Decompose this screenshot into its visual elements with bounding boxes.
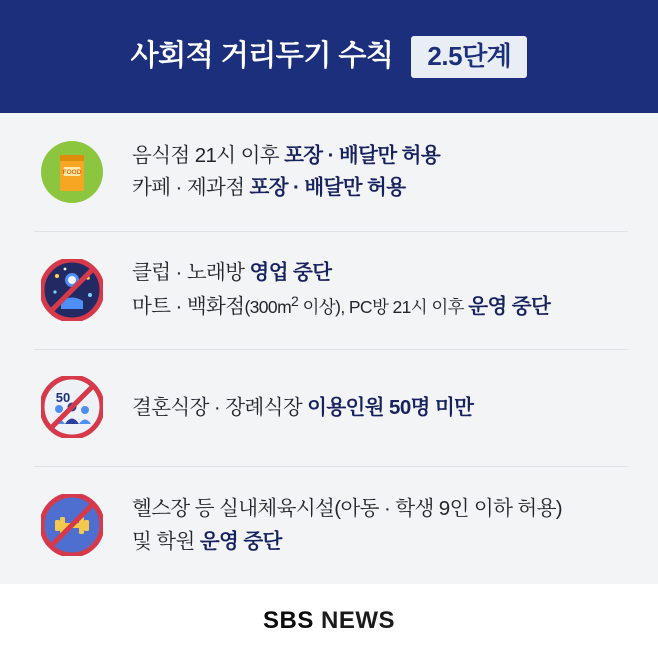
no-nightclub-icon bbox=[34, 259, 110, 321]
rule-line: 카페 · 제과점 포장 · 배달만 허용 bbox=[132, 176, 406, 200]
rule-line: 결혼식장 · 장례식장 이용인원 50명 미만 bbox=[132, 395, 474, 419]
footer bbox=[0, 584, 658, 658]
list-item-text bbox=[132, 395, 473, 421]
list-item-text bbox=[132, 260, 550, 319]
svg-text:50: 50 bbox=[55, 390, 71, 406]
rule-line: 및 학원 운영 중단 bbox=[132, 529, 282, 553]
no-gym-icon bbox=[34, 494, 110, 556]
food-bag-icon bbox=[34, 141, 110, 203]
sbs-news-logo bbox=[263, 607, 395, 635]
page-title: 사회적 거리두기 수칙 bbox=[130, 40, 394, 72]
rule-line: 음식점 21시 이후 포장 · 배달만 허용 bbox=[132, 143, 441, 167]
rules-list bbox=[0, 113, 658, 584]
svg-text:FOOD: FOOD bbox=[62, 168, 82, 176]
logo-news: NEWS bbox=[321, 607, 396, 634]
list-item bbox=[0, 349, 658, 467]
logo-sbs: SBS bbox=[262, 607, 314, 634]
list-item-text bbox=[132, 143, 440, 201]
stage-badge: 2.5단계 bbox=[411, 36, 527, 78]
rule-line: 마트 · 백화점($300m^2$ 이상), PC방 21시 이후 운영 중단 bbox=[132, 292, 551, 318]
header bbox=[0, 0, 658, 113]
list-item bbox=[0, 466, 658, 584]
rule-line: 헬스장 등 실내체육시설(아동 · 학생 9인 이하 허용) bbox=[132, 497, 563, 520]
rules-body bbox=[0, 113, 658, 584]
rule-line: 클럽 · 노래방 영업 중단 bbox=[132, 261, 332, 285]
list-item bbox=[0, 231, 658, 349]
list-item-text bbox=[132, 496, 562, 554]
no-gathering-50-icon bbox=[34, 376, 110, 438]
list-item bbox=[0, 113, 658, 231]
